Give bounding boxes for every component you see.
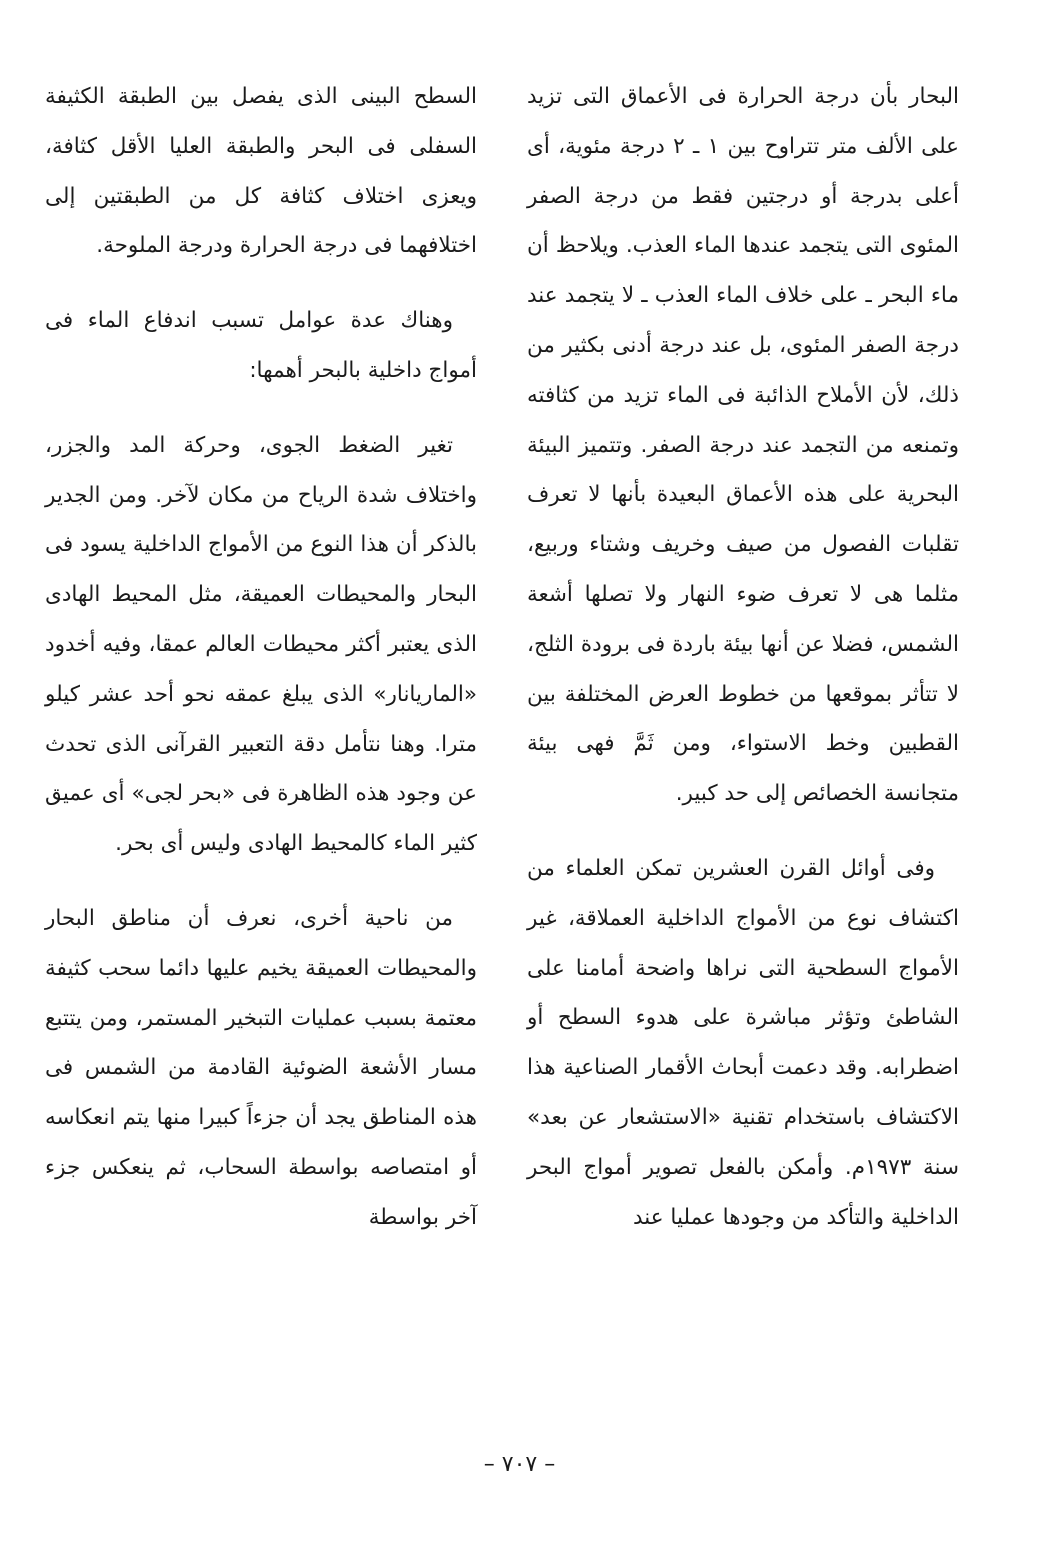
- right-text-column: [527, 72, 959, 1267]
- paragraph: تغير الضغط الجوى، وحركة المد والجزر، واختلاف شدة الرياح من مكان لآخر. ومن الجدير بالذكر أن هذا النوع من الأمواج الداخلية يسود فى البحار والمحيطات العميقة، مثل المحيط الهادى الذى يعتبر أكثر محيطات العالم عمقا، وفيه أخدود «الماريانار» الذى يبلغ عمقه نحو أحد عشر كيلو مترا. وهنا نتأمل دقة التعبير القرآنى الذى تحدث عن وجود هذه الظاهرة فى «بحر لجى» أى عميق كثير الماء كالمحيط الهادى وليس أى بحر.: [45, 432, 477, 857]
- paragraph: وهناك عدة عوامل تسبب اندفاع الماء فى أمواج داخلية بالبحر أهمها:: [45, 308, 477, 383]
- left-text-column: [45, 72, 477, 1268]
- paragraph: البحار بأن درجة الحرارة فى الأعماق التى تزيد على الألف متر تتراوح بين ١ ـ ٢ درجة مئوية، أى أعلى بدرجة أو درجتين فقط من درجة الصفر المئوى التى يتجمد عندها الماء العذب. ويلاحظ أن ماء البحر ـ على خلاف الماء العذب ـ لا يتجمد عند درجة الصفر المئوى، بل عند درجة أدنى بكثير من ذلك، لأن الأملاح الذائبة فى الماء تزيد من كثافته وتمنعه من التجمد عند درجة الصفر. وتتميز البيئة البحرية على هذه الأعماق البعيدة بأنها لا تعرف تقلبات الفصول من صيف وخريف وشتاء وربيع، مثلما هى لا تعرف ضوء النهار ولا تصلها أشعة الشمس، فضلا عن أنها بيئة باردة فى برودة الثلج، لا تتأثر بموقعها من خطوط العرض المختلفة بين القطبين وخط الاستواء، ومن ثَمَّ فهى بيئة متجانسة الخصائص إلى حد كبير.: [527, 84, 960, 807]
- paragraph: وفى أوائل القرن العشرين تمكن العلماء من اكتشاف نوع من الأمواج الداخلية العملاقة، غير الأمواج السطحية التى نراها واضحة أمامنا على الشاطئ وتؤثر مباشرة على هدوء السطح أو اضطرابه. وقد دعمت أبحاث الأقمار الصناعية هذا الاكتشاف باستخدام تقنية «الاستشعار عن بعد» سنة ١٩٧٣م. وأمكن بالفعل تصوير أمواج البحر الداخلية والتأكد من وجودها عمليا عند: [527, 855, 959, 1230]
- paragraph: من ناحية أخرى، نعرف أن مناطق البحار والمحيطات العميقة يخيم عليها دائما سحب كثيفة معتمة بسبب عمليات التبخير المستمر، ومن يتتبع مسار الأشعة الضوئية القادمة من الشمس فى هذه المناطق يجد أن جزءاً كبيرا منها يتم انعكاسه أو امتصاصه بواسطة السحاب، ثم ينعكس جزء آخر بواسطة: [45, 905, 477, 1230]
- paragraph: السطح البينى الذى يفصل بين الطبقة الكثيفة السفلى فى البحر والطبقة العليا الأقل كثافة، ويعزى اختلاف كثافة كل من الطبقتين إلى اختلافهما فى درجة الحرارة ودرجة الملوحة.: [45, 84, 477, 259]
- page-number: – ٧٠٧ –: [483, 1452, 556, 1477]
